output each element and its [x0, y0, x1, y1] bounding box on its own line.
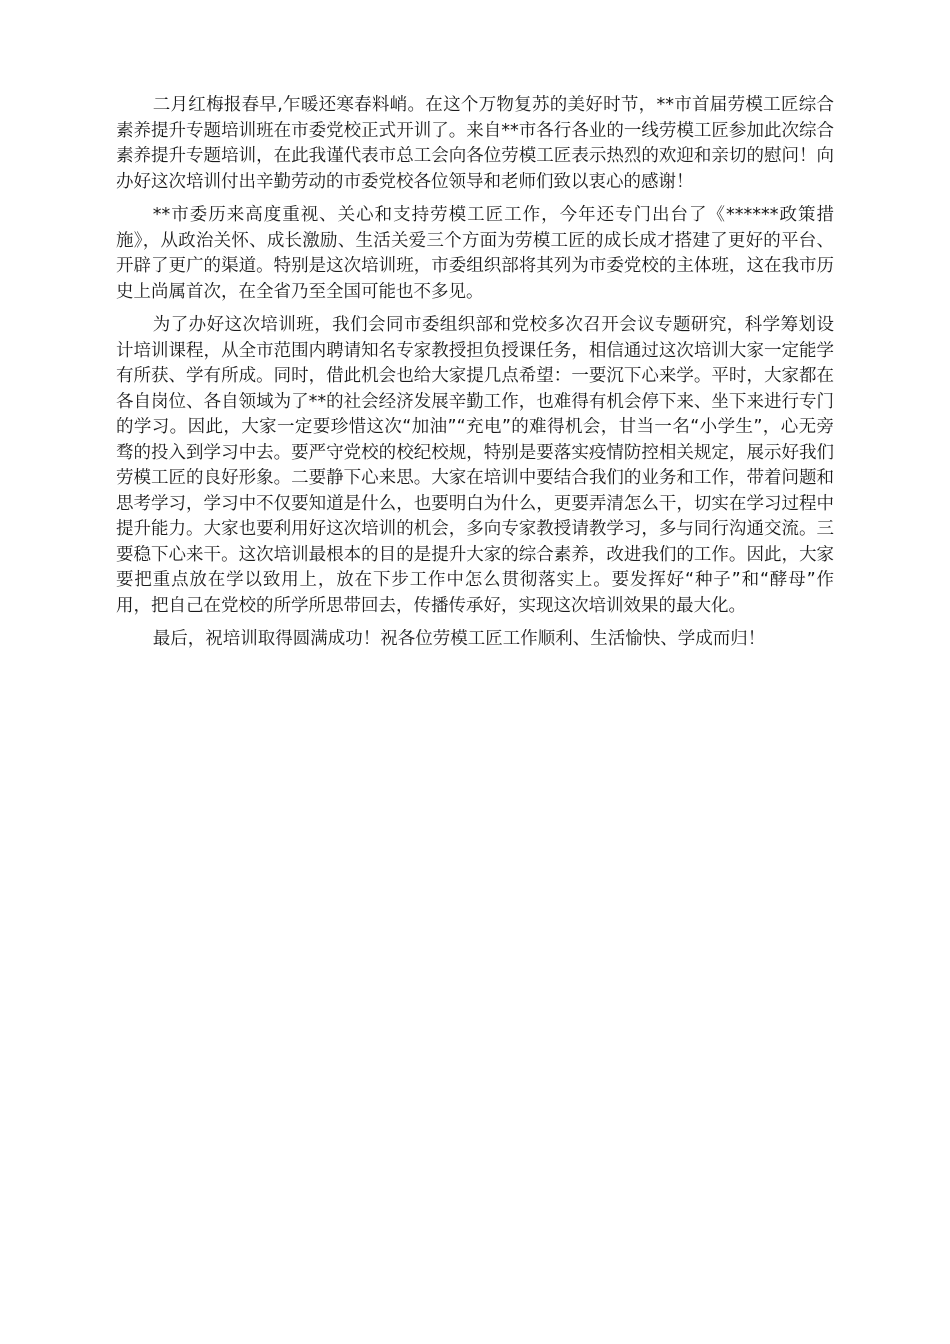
paragraph-closing: 最后，祝培训取得圆满成功！祝各位劳模工匠工作顺利、生活愉快、学成而归！	[152, 629, 766, 649]
paragraph-policy: **市委历来高度重视、关心和支持劳模工匠工作，今年还专门出台了《******政策措施》，从政治关怀、成长激励、生活关爱三个方面为劳模工匠的成长成才搭建了更好的平台、开辟了更广的渠道。特别是这次培训班，市委组织部将其列为市委党校的主体班，这在我市历史上尚属首次，在全省乃至全国可能也不多见。	[116, 205, 834, 302]
paragraph-expectations: 为了办好这次培训班，我们会同市委组织部和党校多次召开会议专题研究，科学筹划设计培训课程，从全市范围内聘请知名专家教授担负授课任务，相信通过这次培训大家一定能学有所获、学有所成。同时，借此机会也给大家提几点希望：一要沉下心来学。平时，大家都在各自岗位、各自领域为了**的社会经济发展辛勤工作，也难得有机会停下来、坐下来进行专门的学习。因此，大家一定要珍惜这次“加油”“充电”的难得机会，甘当一名“小学生”，心无旁骛的投入到学习中去。要严守党校的校纪校规，特别是要落实疫情防控相关规定，展示好我们劳模工匠的良好形象。二要静下心来思。大家在培训中要结合我们的业务和工作，带着问题和思考学习，学习中不仅要知道是什么，也要明白为什么，更要弄清怎么干，切实在学习过程中提升能力。大家也要利用好这次培训的机会，多向专家教授请教学习，多与同行沟通交流。三要稳下心来干。这次培训最根本的目的是提升大家的综合素养，改进我们的工作。因此，大家要把重点放在学以致用上，放在下步工作中怎么贯彻落实上。要发挥好“种子”和“酵母”作用，把自己在党校的所学所思带回去，传播传承好，实现这次培训效果的最大化。	[116, 315, 834, 616]
paragraph-opening: 二月红梅报春早,乍暖还寒春料峭。在这个万物复苏的美好时节，**市首届劳模工匠综合素养提升专题培训班在市委党校正式开训了。来自**市各行各业的一线劳模工匠参加此次综合素养提升专题培训，在此我谨代表市总工会向各位劳模工匠表示热烈的欢迎和亲切的慰问！向办好这次培训付出辛勤劳动的市委党校各位领导和老师们致以衷心的感谢！	[116, 95, 834, 192]
document-body	[116, 93, 834, 661]
